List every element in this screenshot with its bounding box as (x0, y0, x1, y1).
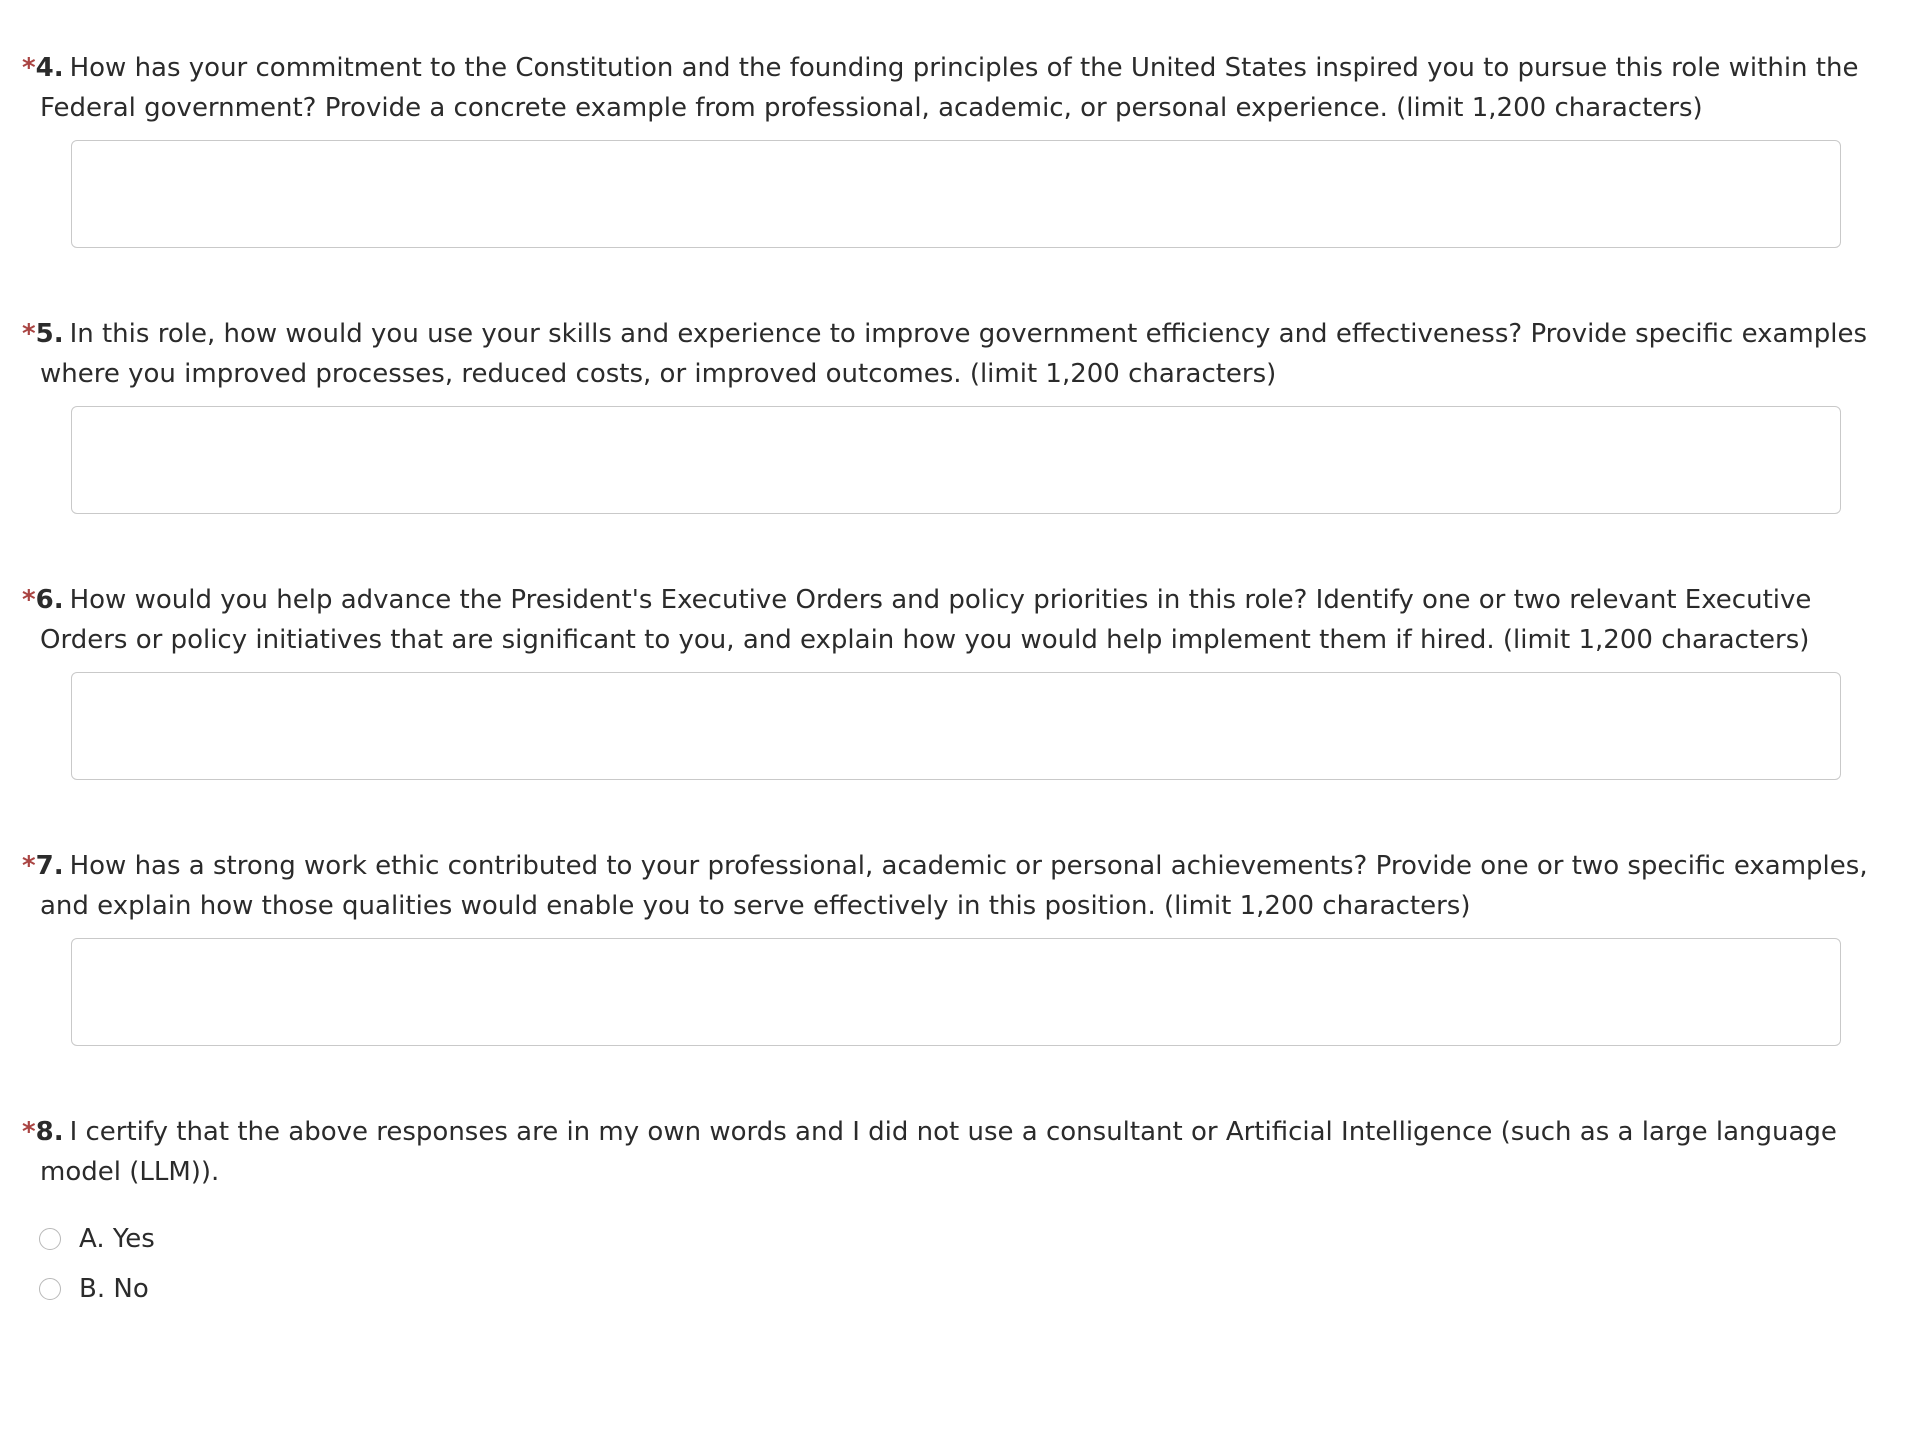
question-text: How has a strong work ethic contributed to your professional, academic or personal achievements? Provide one or two specific examples, and explain how those qualities would enable you to serve effectively in this position. (limit 1,200 characters) (40, 851, 1868, 921)
question-text: How has your commitment to the Constitution and the founding principles of the United States inspired you to pursue this role within the Federal government? Provide a concrete example from professional, academic, or personal experience. (limit 1,200 characters) (40, 53, 1859, 123)
question-text: How would you help advance the President's Executive Orders and policy priorities in this role? Identify one or two relevant Executive Orders or policy initiatives that are significant to you, and explain how you would help implement them if hired. (limit 1,200 characters) (40, 585, 1812, 655)
question-number: 8. (35, 1117, 64, 1147)
question-number: 7. (35, 851, 64, 881)
option-yes[interactable] (39, 1214, 1902, 1264)
question-7 (22, 846, 1902, 1046)
question-text: In this role, how would you use your skills and experience to improve government efficiency and effectiveness? Provide specific examples where you improved processes, reduced costs, or improved outcomes. (limit 1,200 characters) (40, 319, 1868, 389)
question-5-answer-field[interactable] (71, 406, 1841, 514)
question-7-prompt (22, 846, 1902, 926)
question-7-answer-field[interactable] (71, 938, 1841, 1046)
required-marker: * (22, 53, 36, 83)
question-6-answer-field[interactable] (71, 672, 1841, 780)
option-yes-label: A. Yes (79, 1224, 155, 1254)
question-5 (22, 314, 1902, 514)
question-number: 4. (35, 53, 64, 83)
yes-radio-button[interactable] (39, 1228, 61, 1250)
question-number: 5. (35, 319, 64, 349)
option-no-label: B. No (79, 1274, 149, 1304)
certification-options (22, 1214, 1902, 1314)
required-marker: * (22, 319, 36, 349)
questionnaire-form (22, 48, 1902, 1380)
question-4 (22, 48, 1902, 248)
no-radio-button[interactable] (39, 1278, 61, 1300)
question-number: 6. (35, 585, 64, 615)
required-marker: * (22, 851, 36, 881)
question-8-prompt (22, 1112, 1902, 1192)
question-5-prompt (22, 314, 1902, 394)
question-4-answer-field[interactable] (71, 140, 1841, 248)
question-8 (22, 1112, 1902, 1314)
question-text: I certify that the above responses are in my own words and I did not use a consultant or Artificial Intelligence (such as a large language model (LLM)). (40, 1117, 1837, 1187)
question-6-prompt (22, 580, 1902, 660)
question-4-prompt (22, 48, 1902, 128)
required-marker: * (22, 585, 36, 615)
required-marker: * (22, 1117, 36, 1147)
question-6 (22, 580, 1902, 780)
option-no[interactable] (39, 1264, 1902, 1314)
